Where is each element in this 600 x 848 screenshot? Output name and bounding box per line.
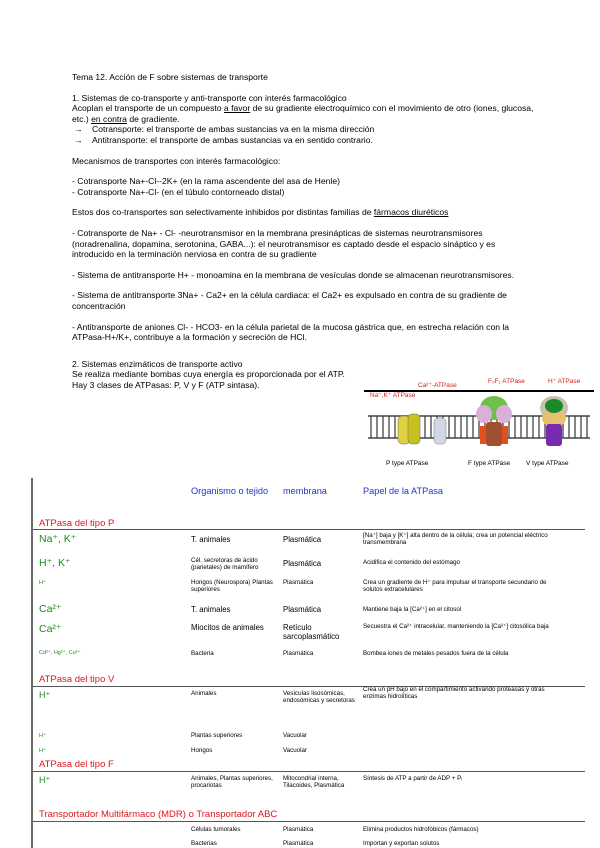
ion-ca-1: Ca²⁺ xyxy=(39,603,62,615)
mem-p-5: Retículo sarcoplasmático xyxy=(283,623,340,641)
atpase-figure xyxy=(364,378,594,470)
section-mdr: Transportador Multifármaco (MDR) o Transportador ABC xyxy=(39,809,278,820)
papel-mdr-1: Elimina productos hidrofóbicos (fármacos) xyxy=(363,826,479,833)
bullet-cotransporte: → Cotransporte: el transporte de ambas sustancias va en la misma dirección xyxy=(74,124,375,135)
ion-ca-2: Ca²⁺ xyxy=(39,623,62,635)
mem-mdr-2: Plasmática xyxy=(283,840,314,847)
neurotransmitter-paragraph: - Cotransporte de Na+ - Cl- -neurotransmisor en la membrana presinápticas de sistemas neurotransmisores (noradrenalina, dopamina, serotonina, GABA...): el neurotransmisor es captado desde el espacio sináptico y es introducido en la terminación nerviosa en contra de su gradiente xyxy=(72,227,496,260)
papel-f-1: Síntesis de ATP a partir de ADP + Pᵢ xyxy=(363,775,463,782)
org-mdr-2: Bacterias xyxy=(191,840,217,847)
papel-p-2: Acidifica el contenido del estómago xyxy=(363,559,460,566)
label-ca-atpase: Ca²⁺-ATPase xyxy=(418,382,457,389)
papel-p-5: Secuestra el Ca²⁺ intracelular, manteniendo la [Ca²⁺] citosólica baja xyxy=(363,623,549,630)
mem-p-1: Plasmática xyxy=(283,535,322,544)
header-organismo: Organismo o tejido xyxy=(191,486,269,496)
org-v-3: Hongos xyxy=(191,747,213,754)
anion-antitransport-paragraph: - Antitransporte de aniones Cl- - HCO3- en la célula parietal de la mucosa gástrica que, en estrecha relación con la ATPasa-H+/K+, contribuye a la formación y secreción de HCl. xyxy=(72,321,510,343)
mem-mdr-1: Plasmática xyxy=(283,826,314,833)
ion-h-p: H⁺ xyxy=(39,580,46,586)
ion-h-v-2: H⁺ xyxy=(39,733,46,739)
f1-subunit-left xyxy=(476,405,492,423)
section-2-heading: 2. Sistemas enzimáticos de transporte activo xyxy=(72,358,243,369)
section-1-heading: 1. Sistemas de co-transporte y anti-transporte con interés farmacológico xyxy=(72,92,347,103)
org-p-4: T. animales xyxy=(191,605,231,614)
papel-p-4: Mantiene baja la [Ca²⁺] en el citosol xyxy=(363,606,462,613)
ion-na-k: Na⁺, K⁺ xyxy=(39,533,77,545)
cotransport-2: - Cotransporte Na+-Cl- (en el túbulo contorneado distal) xyxy=(72,186,285,197)
mem-p-4: Plasmática xyxy=(283,605,322,614)
section-f-divider xyxy=(33,771,585,772)
ion-heavy-metals: Cd²⁺, Hg²⁺, Cu²⁺ xyxy=(39,650,81,656)
cotransport-1: - Cotransporte Na+-Cl--2K+ (en la rama ascendente del asa de Henle) xyxy=(72,176,340,187)
org-p-5: Miocitos de animales xyxy=(191,623,264,632)
section-mdr-divider xyxy=(33,821,585,822)
label-h-atpase: H⁺ ATPase xyxy=(548,378,581,385)
org-p-6: Bacteria xyxy=(191,650,214,657)
org-p-3: Hongos (Neurospora) Plantas superiores xyxy=(191,579,273,594)
section-p-type: ATPasa del tipo P xyxy=(39,518,115,529)
v1-top xyxy=(545,399,563,413)
atpase-proteins xyxy=(364,392,594,454)
header-papel: Papel de la ATPasa xyxy=(363,486,444,496)
section-1-intro: Acoplan el transporte de un compuesto a favor de su gradiente electroquímico con el movimiento de otro (iones, glucosa, etc.) en contra de gradiente. xyxy=(72,103,534,124)
ion-h-k: H⁺, K⁺ xyxy=(39,557,71,569)
papel-p-3: Crea un gradiente de H⁺ para impulsar el transporte secundario de solutos extracelulares xyxy=(363,579,547,594)
papel-v-1: Crea un pH bajo en el compartimiento activando proteasas y otras enzimas hidrolíticas xyxy=(363,686,545,701)
org-p-2: Cél. secretoras de ácido (parietales) de mamífero xyxy=(191,557,259,572)
ion-h-v-1: H⁺ xyxy=(39,690,51,700)
mem-p-3: Plasmática xyxy=(283,579,314,586)
p-type-pump-2 xyxy=(408,414,420,444)
label-f-atpase: F₀F₁ ATPase xyxy=(488,378,525,385)
caption-v-type: V type ATPase xyxy=(526,460,569,467)
ca-pump xyxy=(434,418,446,444)
f1-subunit-right xyxy=(496,405,512,423)
section-p-divider xyxy=(33,529,585,530)
arrow-icon: → xyxy=(74,134,83,145)
mem-p-2: Plasmática xyxy=(283,559,322,568)
mem-v-3: Vacuolar xyxy=(283,747,307,754)
atpase-table xyxy=(31,478,587,848)
mem-f-1: Mitocondrial interna, Tilacoides, Plasmática xyxy=(283,775,345,790)
section-2-line-2: Hay 3 clases de ATPasas: P, V y F (ATP sintasa). xyxy=(72,379,260,390)
mem-v-1: Vesículas lisosómicas, endosómicas y secretoras xyxy=(283,690,355,705)
mem-p-6: Plasmática xyxy=(283,650,314,657)
ion-h-v-3: H⁺ xyxy=(39,748,46,754)
section-f-type: ATPasa del tipo F xyxy=(39,759,114,770)
doc-title: Tema 12. Acción de F sobre sistemas de transporte xyxy=(72,72,268,82)
antitransport-na-paragraph: - Sistema de antitransporte 3Na+ - Ca2+ en la célula cardiaca: el Ca2+ es expulsado en contra de su gradiente de concentración xyxy=(72,290,507,311)
arrow-icon: → xyxy=(74,124,83,135)
label-nak-atpase: Na⁺,K⁺ ATPase xyxy=(370,392,416,399)
v0-domain xyxy=(546,424,562,446)
caption-f-type: F type ATPase xyxy=(468,460,511,467)
inhibition-note: Estos dos co-transportes son selectivamente inhibidos por distintas familias de fármacos diuréticos xyxy=(72,207,449,218)
org-v-2: Plantas superiores xyxy=(191,732,243,739)
antitransport-h-paragraph: - Sistema de antitransporte H+ - monoamina en la membrana de vesículas donde se almacenan neurotransmisores. xyxy=(72,269,515,280)
header-membrana: membrana xyxy=(283,486,327,496)
org-p-1: T. animales xyxy=(191,535,231,544)
papel-mdr-2: Importan y exportan solutos xyxy=(363,840,440,847)
ion-h-f: H⁺ xyxy=(39,775,51,785)
section-2-line-1: Se realiza mediante bombas cuya energía es proporcionada por el ATP. xyxy=(72,369,345,380)
papel-p-1: [Na⁺] baja y [K⁺] alta dentro de la célula; crea un potencial eléctrico transmembrana xyxy=(363,532,548,547)
document-text xyxy=(72,72,534,390)
f0-ring-left xyxy=(480,426,486,444)
mechanisms-heading: Mecanismos de transportes con interés farmacológico: xyxy=(72,155,281,166)
org-f-1: Animales, Plantas superiores, procariotas xyxy=(191,775,273,790)
org-v-1: Animales xyxy=(191,690,217,697)
mem-v-2: Vacuolar xyxy=(283,732,307,739)
f0-ring-right xyxy=(502,426,508,444)
org-mdr-1: Células tumorales xyxy=(191,826,241,833)
f0-stalk xyxy=(486,422,502,446)
section-v-type: ATPasa del tipo V xyxy=(39,674,115,685)
papel-p-6: Bombea iones de metales pesados fuera de la célula xyxy=(363,650,509,657)
table-left-border xyxy=(31,478,33,848)
bullet-antitransporte: → Antitransporte: el transporte de ambas sustancias va en sentido contrario. xyxy=(74,134,373,145)
caption-p-type: P type ATPase xyxy=(386,460,429,467)
